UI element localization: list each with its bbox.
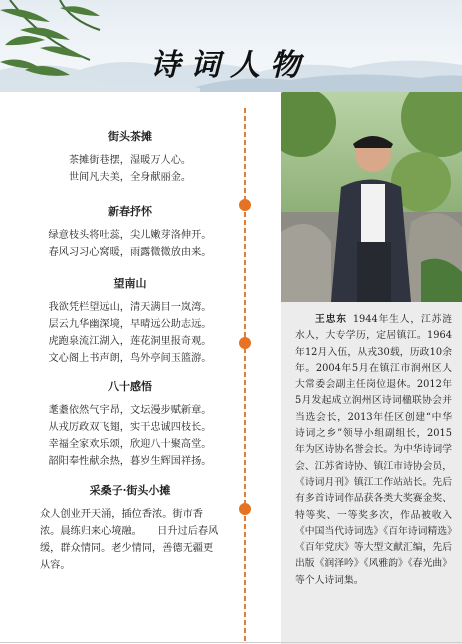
poem-block: [40, 128, 220, 186]
timeline-dot: [239, 337, 251, 349]
timeline-dashed-line: [244, 108, 246, 643]
poem-line: 从戎厉政双飞翅，实干忠诚四枝长。: [48, 422, 212, 433]
portrait-photo: [281, 92, 462, 302]
poem-block: [40, 482, 220, 574]
timeline-dot: [239, 199, 251, 211]
poem-line: 耄耋依然气宇昂，文坛漫步赋新章。: [48, 405, 212, 416]
bio-text: [295, 312, 452, 589]
poem-line: 春风习习心窝暖，雨露微微放由来。: [48, 247, 212, 258]
timeline-dot: [239, 503, 251, 515]
bio-name: 王忠东: [315, 314, 347, 325]
page-bottom-border: [0, 642, 462, 643]
poem-block: [40, 203, 220, 261]
poem-title: 采桑子·街头小摊: [89, 484, 171, 497]
page-title: 诗词人物: [150, 48, 310, 83]
poem-line: 韶阳奉性献余热，暮岁生辉国祥扬。: [48, 456, 212, 467]
header-banner: [0, 0, 462, 92]
poem-block: [40, 378, 220, 470]
portrait-image: [281, 92, 462, 302]
poem-block: [40, 275, 220, 367]
poem-line: 世间凡夫美，全身献丽金。: [68, 172, 192, 183]
poem-line: 绿意枝头将吐蕊，尖儿嫩芽洛伸开。: [48, 230, 212, 241]
poem-line: 我欲凭栏望远山，清天满目一岚湾。: [48, 302, 212, 313]
poem-line: 层云九华幽深境，早晴远公助志远。: [48, 319, 212, 330]
bio-panel: [281, 302, 462, 644]
poem-title: 八十感悟: [108, 380, 152, 393]
poem-line: 幸福全家欢乐颂，欣迎八十聚高堂。: [48, 439, 212, 450]
poem-line: 文心阁上书声朗，鸟外亭间玉篮游。: [48, 353, 212, 364]
poem-title: 街头茶摊: [108, 130, 152, 143]
poem-line: 虎跑泉流江湖入，莲花洞里报奇观。: [48, 336, 212, 347]
poem-line: 众人创业开天涌，插位香浓。街市香浓。晨练归来心境融。 日升过后春风缓，群众情同。老少情同，善德无疆更从容。: [40, 509, 219, 571]
bio-body: 1944年生人，江苏涟水人，大专学历，定居镇江。1964年12月入伍，从戎30载，历政10余年。2004年5月在镇江市润州区人大常委会副主任岗位退休。2012年5月发起成立润州区诗词楹联协会并当选会长，2013年任区创建“中华诗词之乡”领导小组副组长，2015年为区诗协名誉会长。为中华诗词学会、江苏省诗协、镇江市诗协会员，《诗词月刊》镇江工作站站长。先后有多首诗词作品获各类大奖赛金奖、特等奖、一等奖多次，作品被收入《中国当代诗词选》《百年诗词精选》《百年党庆》等大型文献汇编，先后出版《润泽吟》《风雅韵》《春光曲》等个人诗词集。: [295, 314, 453, 586]
poem-title: 望南山: [113, 277, 147, 290]
poem-title: 新春抒怀: [108, 205, 152, 218]
poem-line: 茶摊街巷摆，湿暖万人心。: [68, 155, 192, 166]
